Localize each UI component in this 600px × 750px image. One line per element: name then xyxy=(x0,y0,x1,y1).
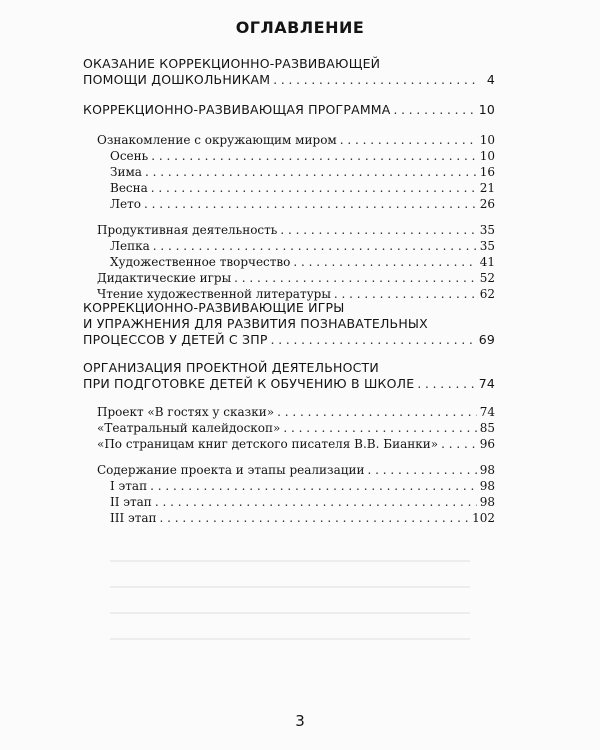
dot-leader xyxy=(151,180,477,196)
page-ref: 98 xyxy=(479,463,495,477)
entry-title: «Театральный калейдоскоп» xyxy=(97,421,281,435)
page-ref: 41 xyxy=(479,255,495,269)
section-title: ПРОЦЕССОВ У ДЕТЕЙ С ЗПР xyxy=(83,332,268,347)
toc-entry[interactable] xyxy=(97,270,495,286)
dot-leader xyxy=(145,164,477,180)
dot-leader xyxy=(153,238,477,254)
page-ref: 52 xyxy=(479,271,495,285)
toc-entry[interactable] xyxy=(110,180,495,196)
dot-leader xyxy=(340,132,477,148)
entry-title: Весна xyxy=(110,181,148,195)
toc-entry[interactable] xyxy=(110,164,495,180)
page-ref: 102 xyxy=(472,511,495,525)
page-ref: 35 xyxy=(479,223,495,237)
toc-heading: ОГЛАВЛЕНИЕ xyxy=(235,18,365,37)
entry-title: Продуктивная деятельность xyxy=(97,223,278,237)
page-ref: 98 xyxy=(479,495,495,509)
page-ref: 85 xyxy=(479,421,495,435)
entry-title: Осень xyxy=(110,149,149,163)
page-ref: 96 xyxy=(479,437,495,451)
dot-leader xyxy=(283,420,476,436)
bleed-through xyxy=(110,638,470,640)
toc-section[interactable] xyxy=(83,376,495,392)
dot-leader xyxy=(394,102,476,118)
page-ref: 35 xyxy=(479,239,495,253)
dot-leader xyxy=(277,404,477,420)
entry-title: II этап xyxy=(110,495,152,509)
toc-entry[interactable] xyxy=(97,420,495,436)
entry-title: III этап xyxy=(110,511,157,525)
dot-leader xyxy=(293,254,476,270)
toc-section[interactable] xyxy=(83,102,495,118)
dot-leader xyxy=(234,270,477,286)
entry-title: Лепка xyxy=(110,239,150,253)
entry-title: Дидактические игры xyxy=(97,271,232,285)
dot-leader xyxy=(150,478,477,494)
dot-leader xyxy=(151,148,477,164)
toc-entry[interactable] xyxy=(110,238,495,254)
toc-entry[interactable] xyxy=(97,222,495,238)
dot-leader xyxy=(144,196,477,212)
dot-leader xyxy=(155,494,477,510)
section-title: ПОМОЩИ ДОШКОЛЬНИКАМ xyxy=(83,72,271,87)
page-ref: 4 xyxy=(486,72,495,87)
toc-section[interactable] xyxy=(83,72,495,88)
page-ref: 69 xyxy=(478,332,495,347)
section-title-line: КОРРЕКЦИОННО-РАЗВИВАЮЩИЕ ИГРЫ xyxy=(83,300,345,315)
dot-leader xyxy=(273,72,478,88)
page-ref: 21 xyxy=(479,181,495,195)
toc-entry[interactable] xyxy=(97,462,495,478)
page-ref: 26 xyxy=(479,197,495,211)
section-title-line: ОКАЗАНИЕ КОРРЕКЦИОННО-РАЗВИВАЮЩЕЙ xyxy=(83,56,381,71)
entry-title: Чтение художественной литературы xyxy=(97,287,331,301)
entry-title: Художественное творчество xyxy=(110,255,291,269)
page-ref: 98 xyxy=(479,479,495,493)
bleed-through xyxy=(110,586,470,588)
page-ref: 10 xyxy=(478,102,495,117)
dot-leader xyxy=(280,222,476,238)
toc-entry[interactable] xyxy=(97,132,495,148)
dot-leader xyxy=(160,510,470,526)
toc-entry[interactable] xyxy=(110,254,495,270)
entry-title: I этап xyxy=(110,479,148,493)
toc-entry[interactable] xyxy=(110,196,495,212)
toc-entry[interactable] xyxy=(97,436,495,452)
toc-entry[interactable] xyxy=(110,494,495,510)
page-ref: 62 xyxy=(479,287,495,301)
dot-leader xyxy=(271,332,476,348)
dot-leader xyxy=(334,286,477,302)
section-title-line: ОРГАНИЗАЦИЯ ПРОЕКТНОЙ ДЕЯТЕЛЬНОСТИ xyxy=(83,360,379,375)
toc-entry[interactable] xyxy=(97,404,495,420)
page-ref: 74 xyxy=(479,405,495,419)
toc-section[interactable] xyxy=(83,332,495,348)
page-ref: 10 xyxy=(479,149,495,163)
entry-title: Зима xyxy=(110,165,142,179)
entry-title: «По страницам книг детского писателя В.В. Бианки» xyxy=(97,437,439,451)
entry-title: Ознакомление с окружающим миром xyxy=(97,133,337,147)
page-number: 3 xyxy=(295,712,305,730)
toc-entry[interactable] xyxy=(110,478,495,494)
dot-leader xyxy=(367,462,476,478)
bleed-through xyxy=(110,560,470,562)
section-title-line: И УПРАЖНЕНИЯ ДЛЯ РАЗВИТИЯ ПОЗНАВАТЕЛЬНЫХ xyxy=(83,316,428,331)
entry-title: Проект «В гостях у сказки» xyxy=(97,405,275,419)
entry-title: Лето xyxy=(110,197,141,211)
dot-leader xyxy=(441,436,477,452)
page-ref: 10 xyxy=(479,133,495,147)
page-ref: 74 xyxy=(478,376,495,391)
bleed-through xyxy=(110,612,470,614)
page-ref: 16 xyxy=(479,165,495,179)
toc-entry[interactable] xyxy=(110,148,495,164)
toc-entry[interactable] xyxy=(110,510,495,526)
dot-leader xyxy=(417,376,475,392)
entry-title: Содержание проекта и этапы реализации xyxy=(97,463,365,477)
section-title: ПРИ ПОДГОТОВКЕ ДЕТЕЙ К ОБУЧЕНИЮ В ШКОЛЕ xyxy=(83,376,415,391)
section-title: КОРРЕКЦИОННО-РАЗВИВАЮЩАЯ ПРОГРАММА xyxy=(83,102,391,117)
